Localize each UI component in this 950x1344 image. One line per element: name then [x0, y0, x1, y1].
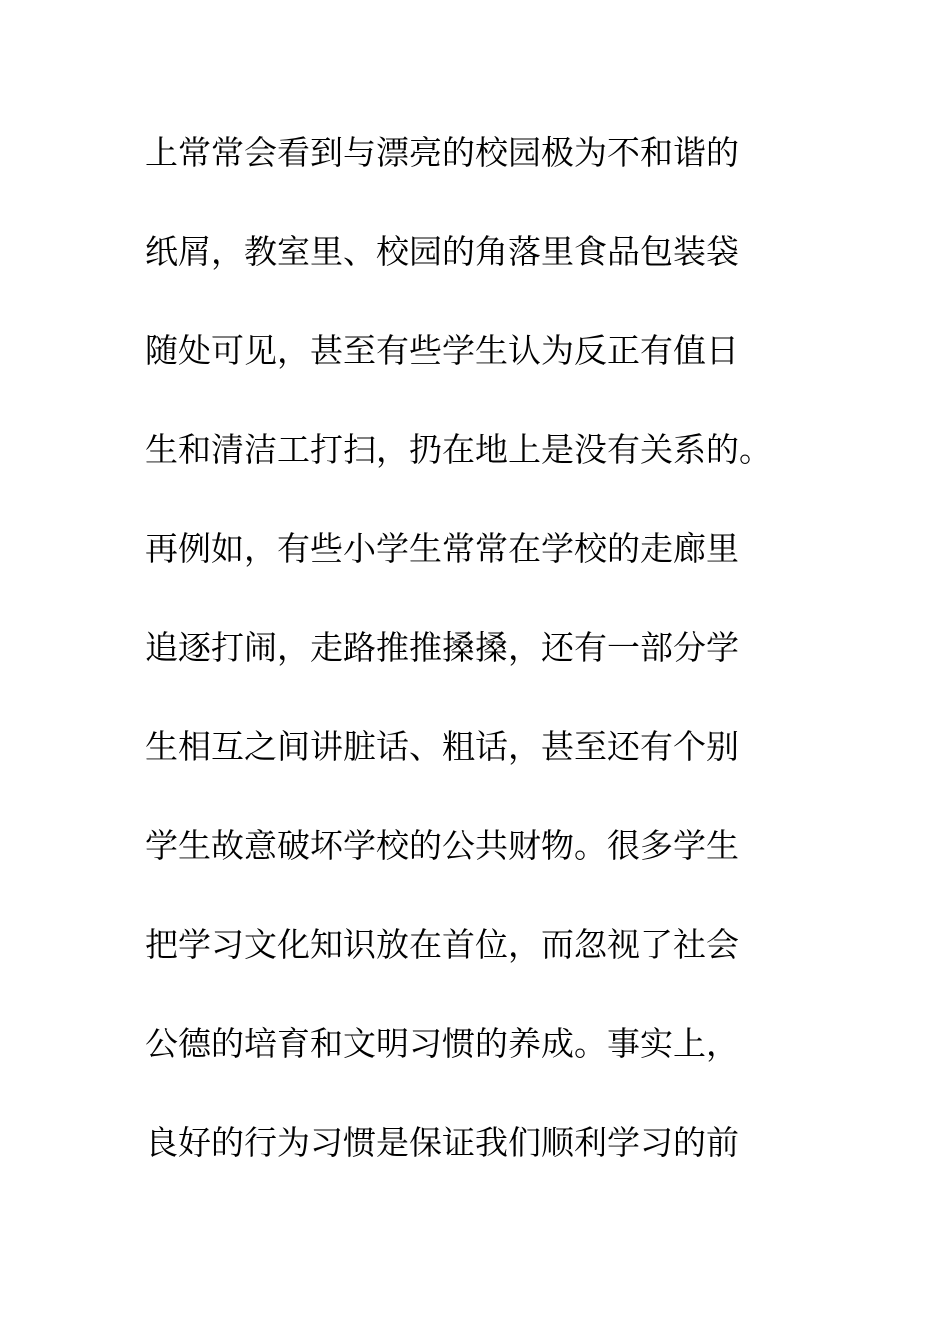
text-line: 上常常会看到与漂亮的校园极为不和谐的 [145, 133, 739, 172]
text-line: 学生故意破坏学校的公共财物。很多学生 [145, 826, 739, 865]
text-line: 再例如，有些小学生常常在学校的走廊里 [145, 529, 739, 568]
text-line: 把学习文化知识放在首位，而忽视了社会 [145, 925, 739, 964]
text-line: 纸屑，教室里、校园的角落里食品包装袋 [145, 232, 739, 271]
text-line: 生相互之间讲脏话、粗话，甚至还有个别 [145, 727, 739, 766]
text-line: 随处可见，甚至有些学生认为反正有值日 [145, 331, 739, 370]
text-line: 追逐打闹，走路推推搡搡，还有一部分学 [145, 628, 739, 667]
text-line: 公德的培育和文明习惯的养成。事实上， [145, 1024, 739, 1063]
text-line: 生和清洁工打扫，扔在地上是没有关系的。 [145, 430, 772, 469]
text-line: 良好的行为习惯是保证我们顺利学习的前 [145, 1123, 739, 1162]
body-text [145, 128, 845, 1217]
